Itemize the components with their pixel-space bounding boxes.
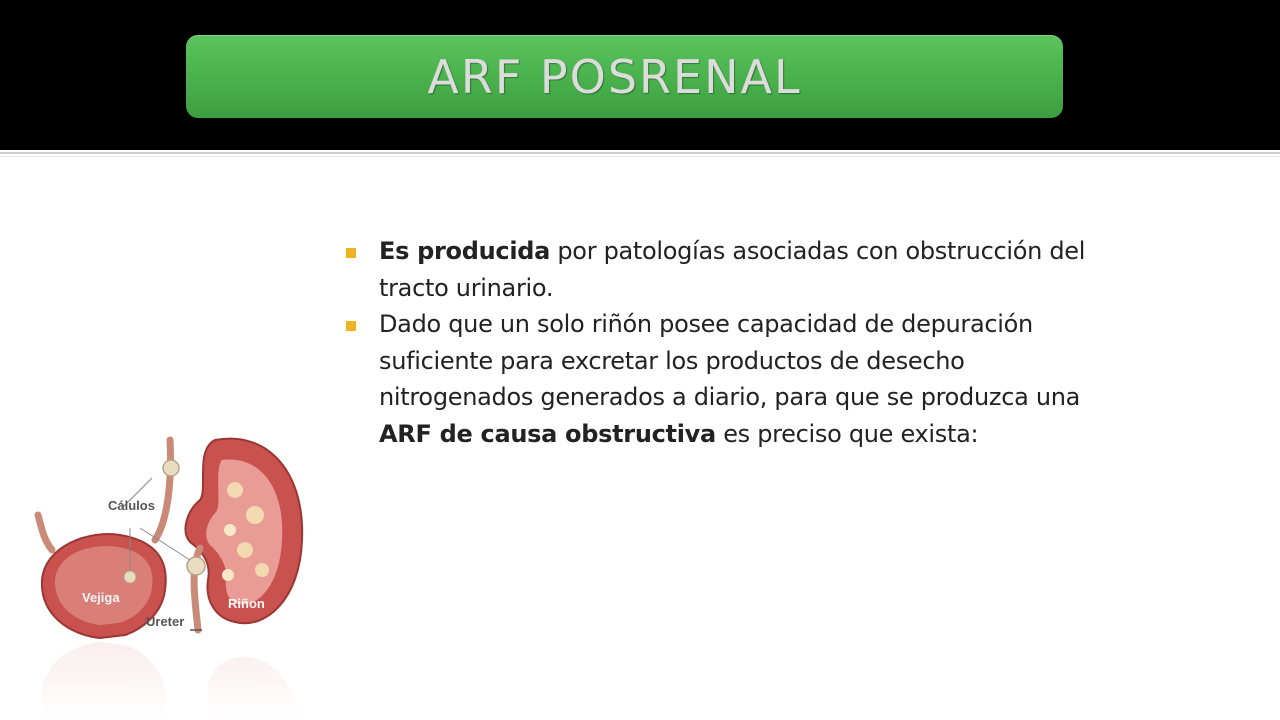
title-banner <box>186 35 1063 118</box>
stone-drawing <box>163 460 179 476</box>
bullet-text: por patologías asociadas con obstrucción del tracto urinario. <box>379 237 1086 302</box>
slide-title: ARF POSRENAL <box>427 49 802 104</box>
ureter-drawing <box>38 515 52 550</box>
ureter-drawing <box>155 440 170 540</box>
bladder-label: Vejiga <box>82 590 120 605</box>
bullet-list <box>344 233 1104 452</box>
urinary-tract-illustration <box>30 430 330 720</box>
bullet-bold-text: Es producida <box>379 237 551 265</box>
header-divider <box>0 152 1280 154</box>
bullet-bold-text: ARF de causa obstructiva <box>379 419 716 448</box>
bullet-text: es preciso que exista: <box>715 419 979 448</box>
bullet-item <box>344 233 1104 306</box>
bullet-square-icon <box>346 321 356 331</box>
bullet-text: Dado que un solo riñón posee capacidad de depuración suficiente para excretar los productos de desecho nitrogenados generados a diario, para que se produzca una <box>379 310 1081 411</box>
kidney-label: Riñon <box>228 596 265 611</box>
bullet-square-icon <box>346 248 356 258</box>
stones-label: Cálulos <box>108 498 155 513</box>
reflection-fade <box>30 642 330 720</box>
header-divider-secondary <box>0 156 1280 157</box>
ureter-label: Ureter <box>146 614 185 629</box>
bullet-item <box>344 306 1104 452</box>
